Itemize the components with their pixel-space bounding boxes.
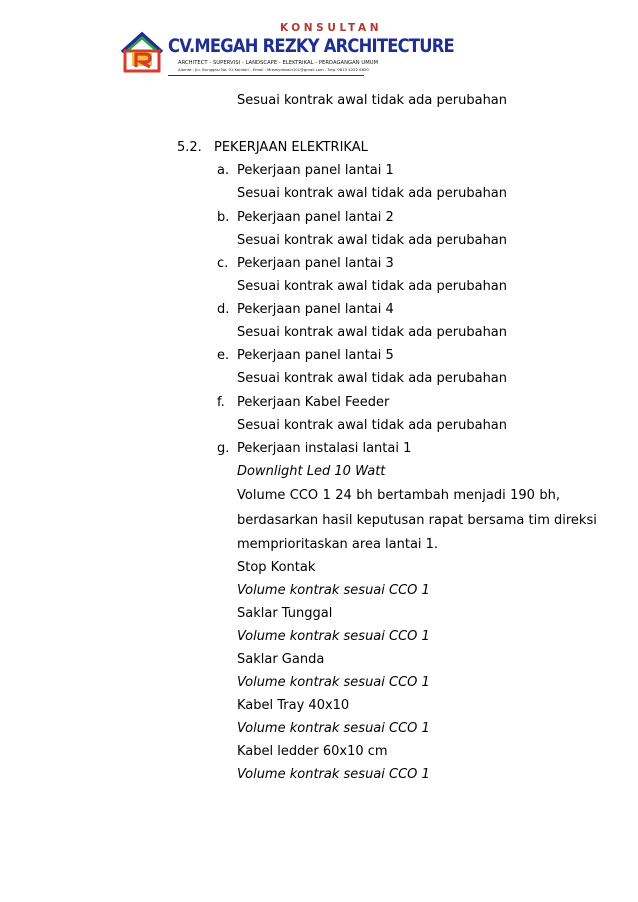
item-title: Pekerjaan panel lantai 2	[237, 210, 394, 225]
top-note: Sesuai kontrak awal tidak ada perubahan	[237, 93, 508, 108]
item-note: Sesuai kontrak awal tidak ada perubahan	[237, 325, 508, 340]
volume-line: Volume CCO 1 24 bh bertambah menjadi 190 bh,	[237, 488, 560, 503]
subitem-name: Saklar Ganda	[237, 652, 325, 667]
item-title: Pekerjaan Kabel Feeder	[237, 395, 390, 410]
item-letter: c.	[217, 256, 229, 271]
company-tagline: ARCHITECT - SUPERVISI - LANDSCAPE - ELEKTRIKAL - PERDAGANGAN UMUM	[178, 60, 379, 66]
subitem-name: Stop Kontak	[237, 560, 316, 575]
item-letter: b.	[217, 210, 230, 225]
item-title: Pekerjaan instalasi lantai 1	[237, 441, 412, 456]
volume-line: memprioritaskan area lantai 1.	[237, 537, 439, 552]
subitem-note: Volume kontrak sesuai CCO 1	[237, 629, 430, 644]
subitem-note: Volume kontrak sesuai CCO 1	[237, 767, 430, 782]
item-letter: g.	[217, 441, 230, 456]
item-note: Sesuai kontrak awal tidak ada perubahan	[237, 186, 508, 201]
item-letter: e.	[217, 348, 230, 363]
item-letter: d.	[217, 302, 230, 317]
letterhead	[120, 22, 454, 82]
konsultan-label: KONSULTAN	[280, 22, 383, 34]
company-name: CV.MEGAH REZKY ARCHITECTURE	[168, 35, 454, 57]
company-address: Alamat : Jln. Bunggasi No. 01 Kendari - Email : Mrezkydesain101@gmail.com - Telp. 0813 4222 6820	[178, 67, 369, 72]
subitem-name: Saklar Tunggal	[237, 606, 333, 621]
subitem-name: Kabel Tray 40x10	[237, 698, 350, 713]
subitem-note: Volume kontrak sesuai CCO 1	[237, 721, 430, 736]
item-title: Pekerjaan panel lantai 3	[237, 256, 394, 271]
subitem-note: Volume kontrak sesuai CCO 1	[237, 583, 430, 598]
item-note: Sesuai kontrak awal tidak ada perubahan	[237, 418, 508, 433]
section-number: 5.2.	[177, 140, 202, 155]
item-title: Pekerjaan panel lantai 4	[237, 302, 394, 317]
volume-line: berdasarkan hasil keputusan rapat bersama tim direksi	[237, 513, 597, 528]
section-title: PEKERJAAN ELEKTRIKAL	[214, 140, 368, 155]
item-letter: a.	[217, 163, 230, 178]
item-letter: f.	[217, 395, 225, 410]
subitem-name: Kabel ledder 60x10 cm	[237, 744, 388, 759]
header-divider	[168, 75, 364, 76]
subitem-note: Volume kontrak sesuai CCO 1	[237, 675, 430, 690]
downlight-label: Downlight Led 10 Watt	[237, 464, 386, 479]
company-logo-icon	[120, 30, 164, 74]
item-note: Sesuai kontrak awal tidak ada perubahan	[237, 279, 508, 294]
item-title: Pekerjaan panel lantai 5	[237, 348, 394, 363]
item-note: Sesuai kontrak awal tidak ada perubahan	[237, 371, 508, 386]
item-note: Sesuai kontrak awal tidak ada perubahan	[237, 233, 508, 248]
item-title: Pekerjaan panel lantai 1	[237, 163, 394, 178]
